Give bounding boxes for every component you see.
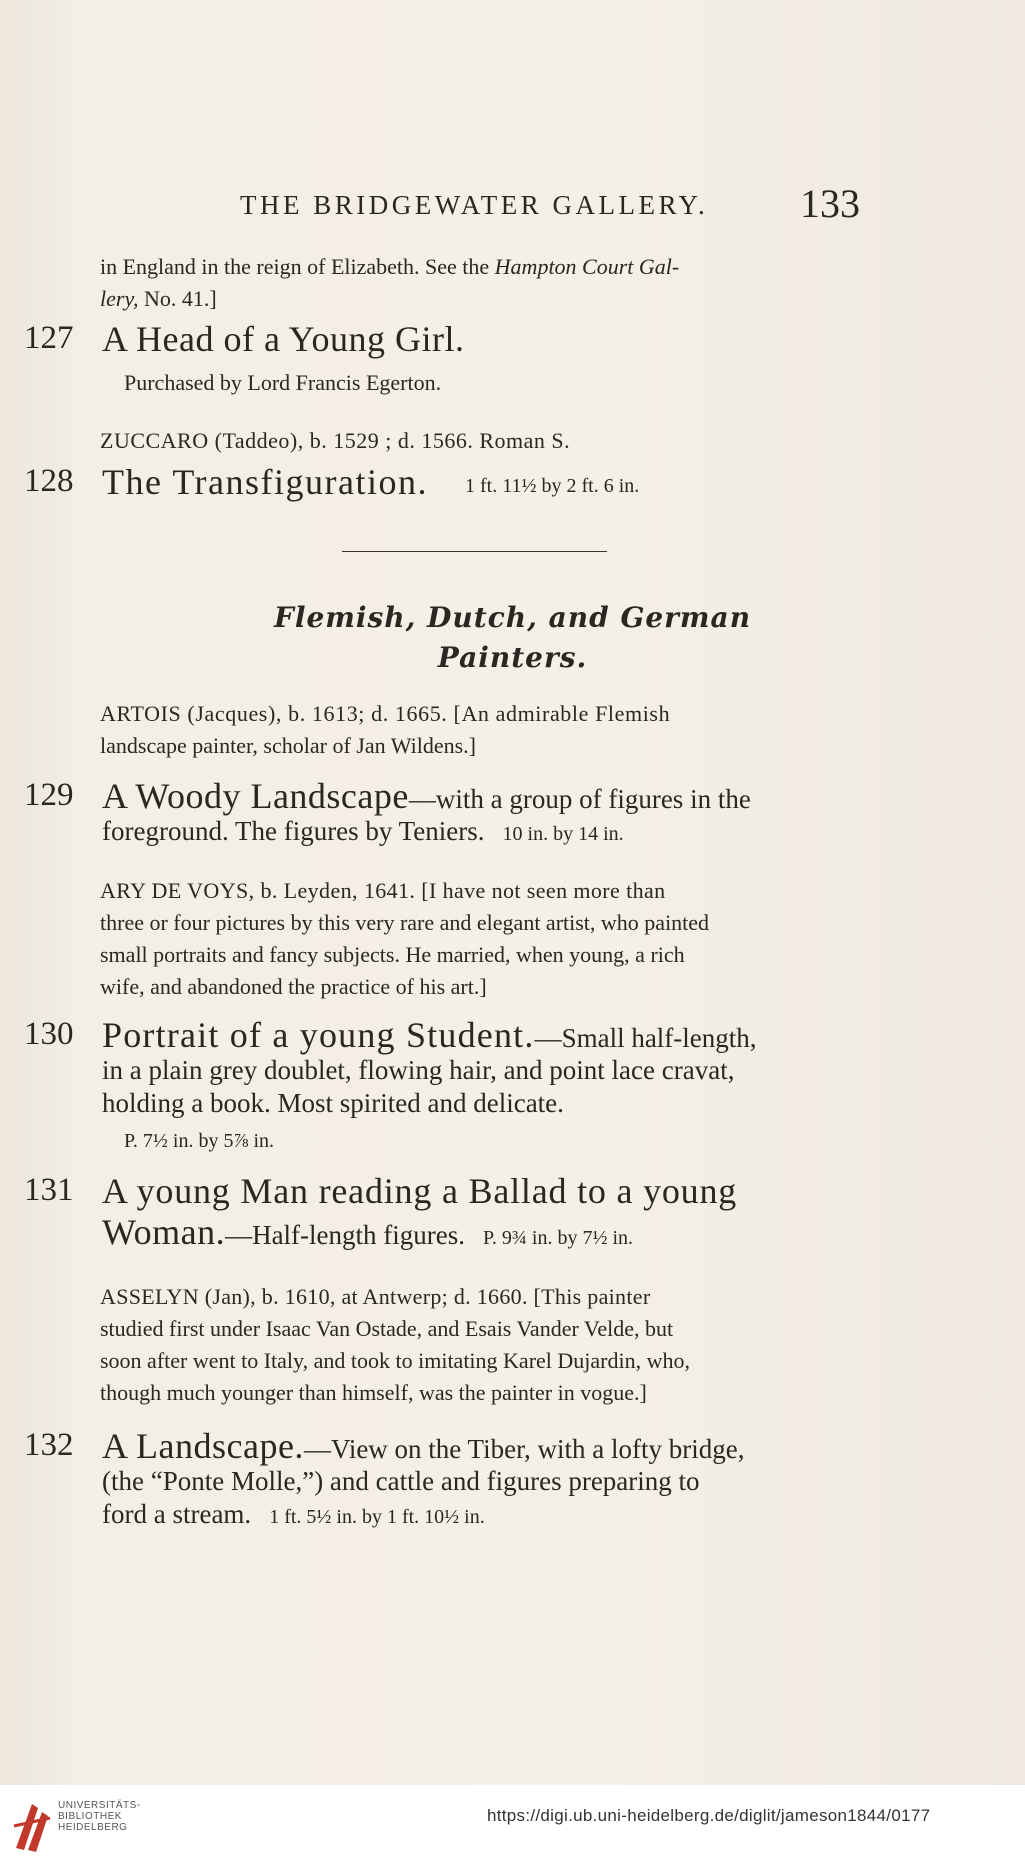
- entry-number: 132: [24, 1427, 74, 1463]
- artist-bio: though much younger than himself, was the painter in vogue.]: [100, 1380, 647, 1405]
- entry-title: A Landscape.: [102, 1426, 304, 1466]
- intro-line-1: in England in the reign of Elizabeth. See the Hampton Court Gal-: [100, 254, 680, 279]
- entry-description-line: ford a stream. 1 ft. 5½ in. by 1 ft. 10½ in.: [102, 1499, 485, 1529]
- section-heading-line-2: Painters.: [437, 641, 588, 674]
- entry-measurement: P. 9¾ in. by 7½ in.: [483, 1227, 634, 1249]
- entry-title-line: [102, 1425, 744, 1467]
- entry-measurement: 1 ft. 5½ in. by 1 ft. 10½ in.: [269, 1506, 485, 1528]
- artist-heading: ZUCCARO (Taddeo), b. 1529 ; d. 1566. Roman S.: [100, 428, 571, 453]
- library-logo-icon: [12, 1796, 54, 1857]
- intro-line-2: lery, No. 41.]: [100, 286, 217, 311]
- entry-title: A young Man reading a Ballad to a young: [102, 1171, 738, 1211]
- entry-description: —with a group of figures in the: [408, 784, 751, 814]
- entry-title-line: [102, 1211, 633, 1253]
- entry-measurement: 10 in. by 14 in.: [502, 823, 624, 845]
- entry-measurement: P. 7½ in. by 5⅞ in.: [124, 1130, 275, 1152]
- artist-bio: studied first under Isaac Van Ostade, and Esais Vander Velde, but: [100, 1316, 674, 1341]
- source-url-link[interactable]: https://digi.ub.uni-heidelberg.de/diglit/jameson1844/0177: [487, 1806, 931, 1825]
- entry-title: Woman.: [102, 1212, 226, 1252]
- artist-bio: landscape painter, scholar of Jan Wildens.]: [100, 733, 476, 758]
- section-divider: [342, 551, 607, 552]
- artist-heading: ARY DE VOYS, b. Leyden, 1641. [I have not seen more than: [100, 878, 666, 903]
- running-header: THE BRIDGEWATER GALLERY.: [240, 190, 709, 220]
- entry-description: holding a book. Most spirited and delicate.: [102, 1088, 564, 1118]
- entry-number: 129: [24, 777, 74, 813]
- entry-measurement: 1 ft. 11½ by 2 ft. 6 in.: [465, 475, 640, 497]
- artist-bio: soon after went to Italy, and took to imitating Karel Dujardin, who,: [100, 1348, 690, 1373]
- entry-description: —Half-length figures.: [225, 1220, 466, 1250]
- entry-description: in a plain grey doublet, flowing hair, and point lace cravat,: [102, 1055, 735, 1085]
- entry-title: A Head of a Young Girl.: [102, 319, 465, 359]
- entry-description-line: foreground. The figures by Teniers. 10 in. by 14 in.: [102, 816, 624, 846]
- entry-title: Portrait of a young Student.: [102, 1015, 535, 1055]
- library-logo-text: UNIVERSITÄTS- BIBLIOTHEK HEIDELBERG: [58, 1800, 141, 1833]
- entry-number: 127: [24, 320, 74, 356]
- entry-number: 128: [24, 463, 74, 499]
- entry-description: (the “Ponte Molle,”) and cattle and figures preparing to: [102, 1466, 700, 1496]
- section-heading-line-1: Flemish, Dutch, and German: [273, 601, 752, 634]
- entry-description: —Small half-length,: [534, 1023, 757, 1053]
- entry-number: 131: [24, 1172, 74, 1208]
- entry-title-line: [102, 1014, 757, 1056]
- artist-heading: ARTOIS (Jacques), b. 1613; d. 1665. [An admirable Flemish: [100, 701, 671, 726]
- entry-title-line: [102, 775, 751, 817]
- artist-bio: wife, and abandoned the practice of his art.]: [100, 974, 487, 999]
- artist-heading: ASSELYN (Jan), b. 1610, at Antwerp; d. 1660. [This painter: [100, 1284, 651, 1309]
- entry-title: The Transfiguration.: [102, 462, 428, 502]
- page-number: 133: [800, 181, 860, 226]
- entry-title: A Woody Landscape: [102, 776, 409, 816]
- entry-description: —View on the Tiber, with a lofty bridge,: [303, 1434, 745, 1464]
- entry-number: 130: [24, 1016, 74, 1052]
- artist-bio: small portraits and fancy subjects. He married, when young, a rich: [100, 942, 685, 967]
- artist-bio: three or four pictures by this very rare and elegant artist, who painted: [100, 910, 710, 935]
- entry-note: Purchased by Lord Francis Egerton.: [124, 370, 442, 395]
